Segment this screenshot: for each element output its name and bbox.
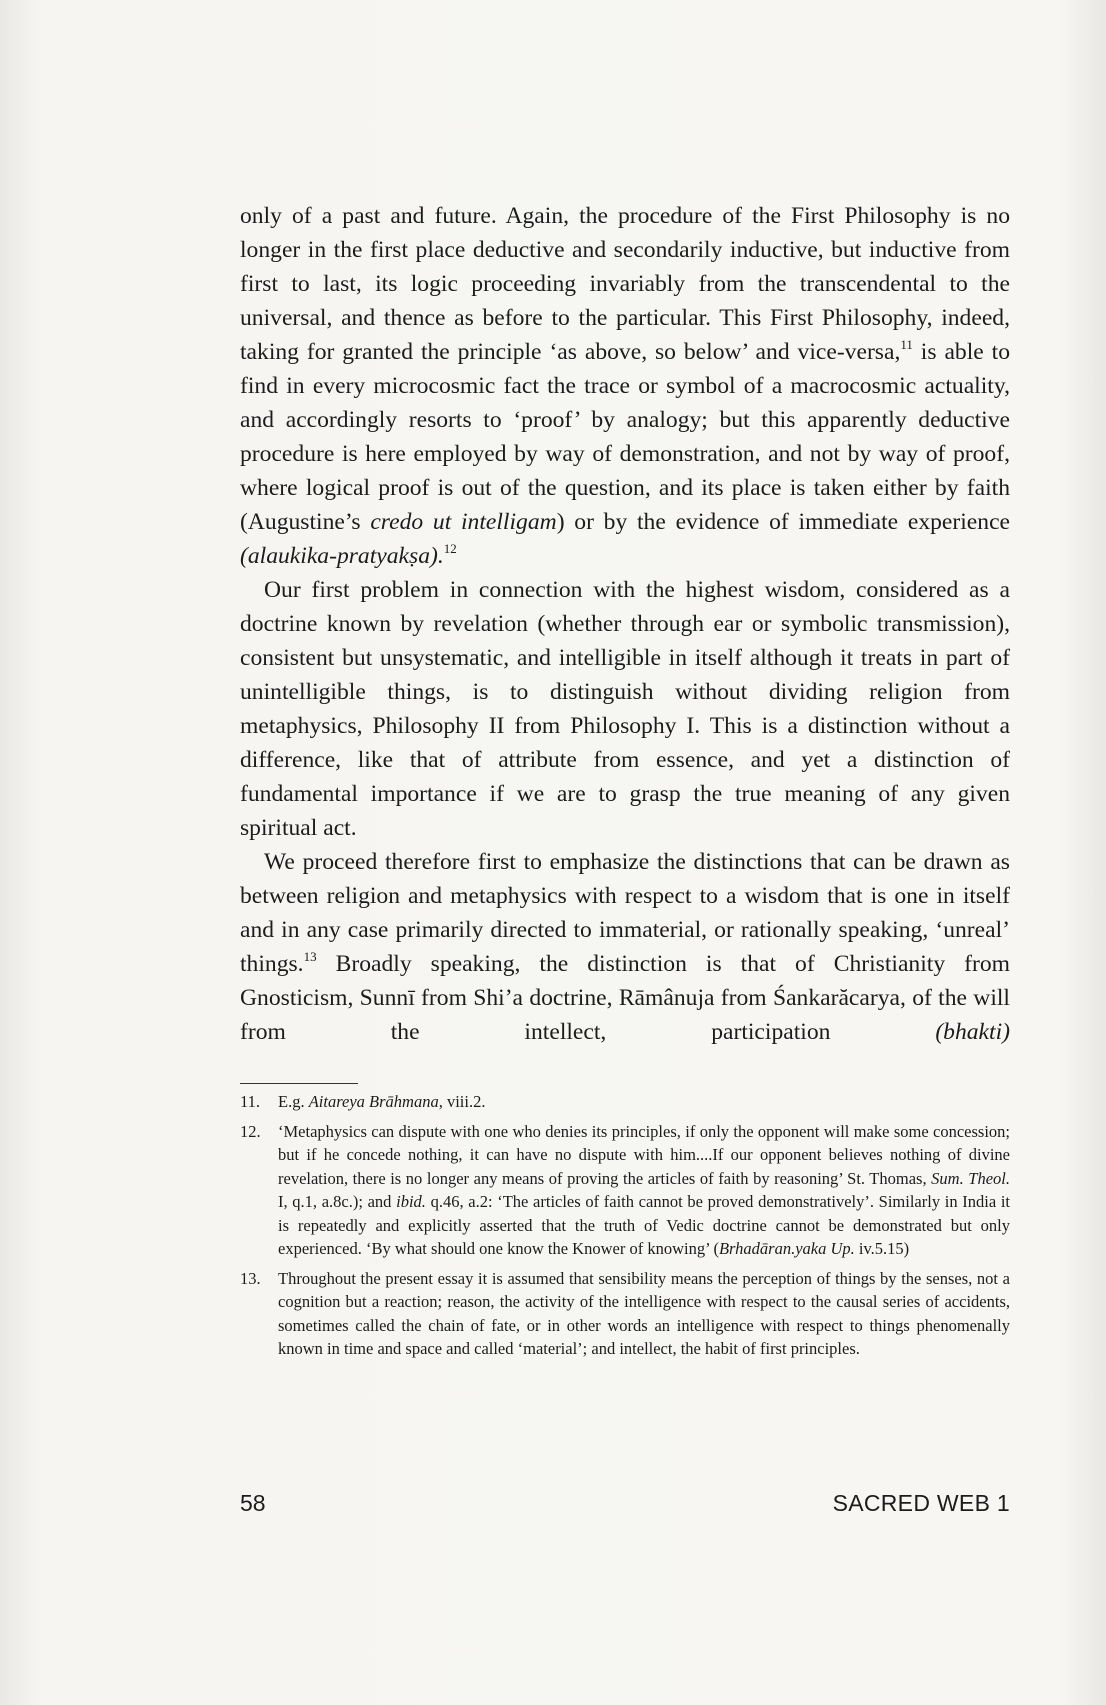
text-run: iv.5.15) bbox=[854, 1239, 910, 1258]
text-run: ) or by the evidence of immediate experience bbox=[556, 509, 1011, 535]
italic-run: (bhakti) bbox=[935, 1019, 1010, 1045]
italic-run: credo ut intelligam bbox=[370, 509, 557, 535]
footnotes bbox=[240, 1090, 1010, 1367]
body-text bbox=[240, 199, 1010, 1049]
footnote-rule bbox=[240, 1083, 358, 1084]
footnote-ref-13: 13 bbox=[303, 949, 317, 964]
text-run: Broadly speaking, the distinction is that of Christianity from Gnosticism, Sunnī from Shi’a doctrine, Rāmânuja from Śankarăcarya, of the will from the intellect, participation bbox=[240, 951, 1010, 1045]
footnote-12 bbox=[240, 1120, 1010, 1261]
paragraph-2: Our first problem in connection with the highest wisdom, considered as a doctrine known by revelation (whether through ear or symbolic transmission), consistent but unsystematic, and intelligible in itself although it treats in part of unintelligible things, is to distinguish without dividing religion from metaphysics, Philosophy II from Philosophy I. This is a distinction without a difference, like that of attribute from essence, and yet a distinction of fundamental importance if we are to grasp the true meaning of any given spiritual act. bbox=[240, 577, 1010, 841]
text-run: ‘Metaphysics can dispute with one who denies its principles, if only the opponent will make some concession; but if he concede nothing, it can have no dispute with him....If our opponent believes nothing of divine revelation, there is no longer any means of proving the articles of faith by reasoning’ St. Thomas, bbox=[278, 1121, 1010, 1188]
footnote-11 bbox=[240, 1090, 1010, 1114]
text-run: E.g. bbox=[278, 1092, 309, 1111]
footnote-13 bbox=[240, 1267, 1010, 1361]
footnote-number: 11. bbox=[240, 1092, 261, 1111]
footnote-number: 12. bbox=[240, 1121, 261, 1141]
footnote-ref-12: 12 bbox=[443, 541, 457, 556]
running-footer-title: SACRED WEB 1 bbox=[832, 1490, 1010, 1516]
page-number: 58 bbox=[240, 1490, 266, 1516]
text-run: , viii.2. bbox=[438, 1092, 486, 1111]
italic-run: Brhadāran.yaka Up. bbox=[718, 1239, 855, 1258]
italic-run: Aitareya Brāhmana bbox=[308, 1092, 439, 1111]
paragraph-1 bbox=[240, 199, 1010, 573]
italic-run: (alaukika-pratyakṣa). bbox=[240, 543, 444, 569]
text-run: is able to find in every microcosmic fact the trace or symbol of a macrocosmic actuality, and accordingly resorts to ‘proof’ by analogy; but this apparently deductive procedure is here employed by way of demonstration, and not by way of proof, where logical proof is out of the question, and its place is taken either by faith (Augustine’s bbox=[240, 339, 1010, 535]
text-run: Throughout the present essay it is assumed that sensibility means the perception of things by the senses, not a cognition but a reaction; reason, the activity of the intelligence with respect to the causal series of accidents, sometimes called the chain of fate, or in other words an intelligence with respect to things phenomenally known in time and space and called ‘material’; and intellect, the habit of first principles. bbox=[278, 1268, 1010, 1358]
text-run: q.46, a.2: ‘The articles of faith cannot be proved demonstratively’. Similarly in India it is repeatedly and explicitly asserted that the truth of Vedic doctrine cannot be demonstrated but only experienced. ‘By what should one know the Knower of knowing’ ( bbox=[278, 1192, 1011, 1258]
text-run: We proceed therefore first to emphasize the distinctions that can be drawn as between religion and metaphysics with respect to a wisdom that is one in itself and in any case primarily directed to immaterial, or rationally speaking, ‘unreal’ things. bbox=[240, 849, 1010, 977]
italic-run: Sum. Theol. bbox=[931, 1168, 1010, 1188]
footnote-ref-11: 11 bbox=[900, 337, 913, 352]
footnote-number: 13. bbox=[240, 1268, 261, 1288]
text-run: only of a past and future. Again, the procedure of the First Philosophy is no longer in the first place deductive and secondarily inductive, but inductive from first to last, its logic proceeding invariably from the transcendental to the universal, and thence as before to the particular. This First Philosophy, indeed, taking for granted the principle ‘as above, so below’ and vice-versa, bbox=[240, 203, 1010, 365]
text-run: I, q.1, a.8c.); and bbox=[278, 1192, 397, 1211]
italic-run: ibid. bbox=[396, 1192, 426, 1211]
paragraph-3 bbox=[240, 845, 1010, 1049]
